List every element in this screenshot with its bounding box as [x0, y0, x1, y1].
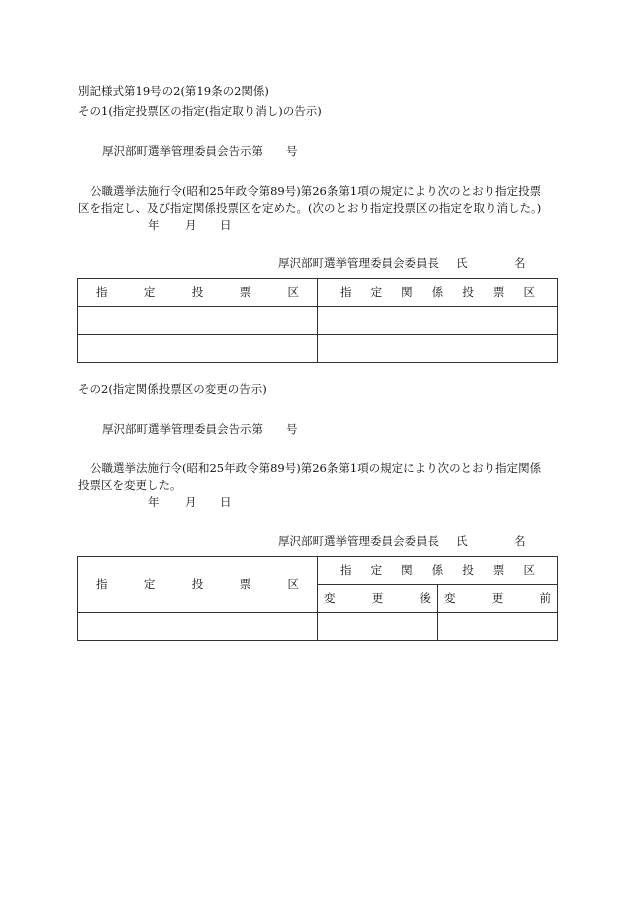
part2-date-day: 日 [220, 495, 232, 509]
part1-signer-mei: 名 [514, 256, 526, 270]
part1-header-designated-district: 指 定 投 票 区 [78, 279, 318, 307]
form-reference: 別記様式第19号の2(第19条の2関係) [78, 84, 269, 98]
part2-date-year: 年 [148, 495, 160, 509]
part1-date-month: 月 [185, 218, 197, 232]
part1-notice-number-line: 厚沢部町選挙管理委員会告示第 号 [102, 144, 298, 158]
part2-signer-mei: 名 [514, 534, 526, 548]
part1-header-related-district: 指 定 関 係 投 票 区 [318, 279, 558, 307]
part2-signer-shi: 氏 [456, 534, 468, 548]
part2-cell-before[interactable] [438, 613, 558, 641]
part2-title: その2(指定関係投票区の変更の告示) [78, 382, 267, 396]
part1-cell-designated[interactable] [78, 335, 318, 363]
part2-header-designated-district: 指 定 投 票 区 [78, 557, 318, 613]
part1-table [77, 278, 558, 363]
part1-cell-designated[interactable] [78, 307, 318, 335]
part2-table [77, 556, 558, 641]
part1-cell-related[interactable] [318, 307, 558, 335]
part2-body-line-2: 投票区を変更した。 [78, 478, 182, 492]
part1-date-day: 日 [220, 218, 232, 232]
part2-date-month: 月 [185, 495, 197, 509]
part2-cell-designated[interactable] [78, 613, 318, 641]
part1-cell-related[interactable] [318, 335, 558, 363]
part1-signer-shi: 氏 [456, 256, 468, 270]
part2-signer-title: 厚沢部町選挙管理委員会委員長 [278, 534, 439, 548]
part2-header-after-change: 変 更 後 [318, 585, 438, 613]
part2-header-related-district: 指 定 関 係 投 票 区 [318, 557, 558, 585]
part2-header-before-change: 変 更 前 [438, 585, 558, 613]
part2-body-line-1: 公職選挙法施行令(昭和25年政令第89号)第26条第1項の規定により次のとおり指定関係 [90, 461, 542, 475]
part1-body-line-1: 公職選挙法施行令(昭和25年政令第89号)第26条第1項の規定により次のとおり指定投票 [90, 184, 542, 198]
part1-title: その1(指定投票区の指定(指定取り消し)の告示) [78, 104, 322, 118]
part1-signer-title: 厚沢部町選挙管理委員会委員長 [278, 256, 439, 270]
part1-body-line-2: 区を指定し、及び指定関係投票区を定めた。(次のとおり指定投票区の指定を取り消した。) [78, 201, 542, 215]
part2-cell-after[interactable] [318, 613, 438, 641]
part1-date-year: 年 [148, 218, 160, 232]
part2-notice-number-line: 厚沢部町選挙管理委員会告示第 号 [102, 422, 298, 436]
